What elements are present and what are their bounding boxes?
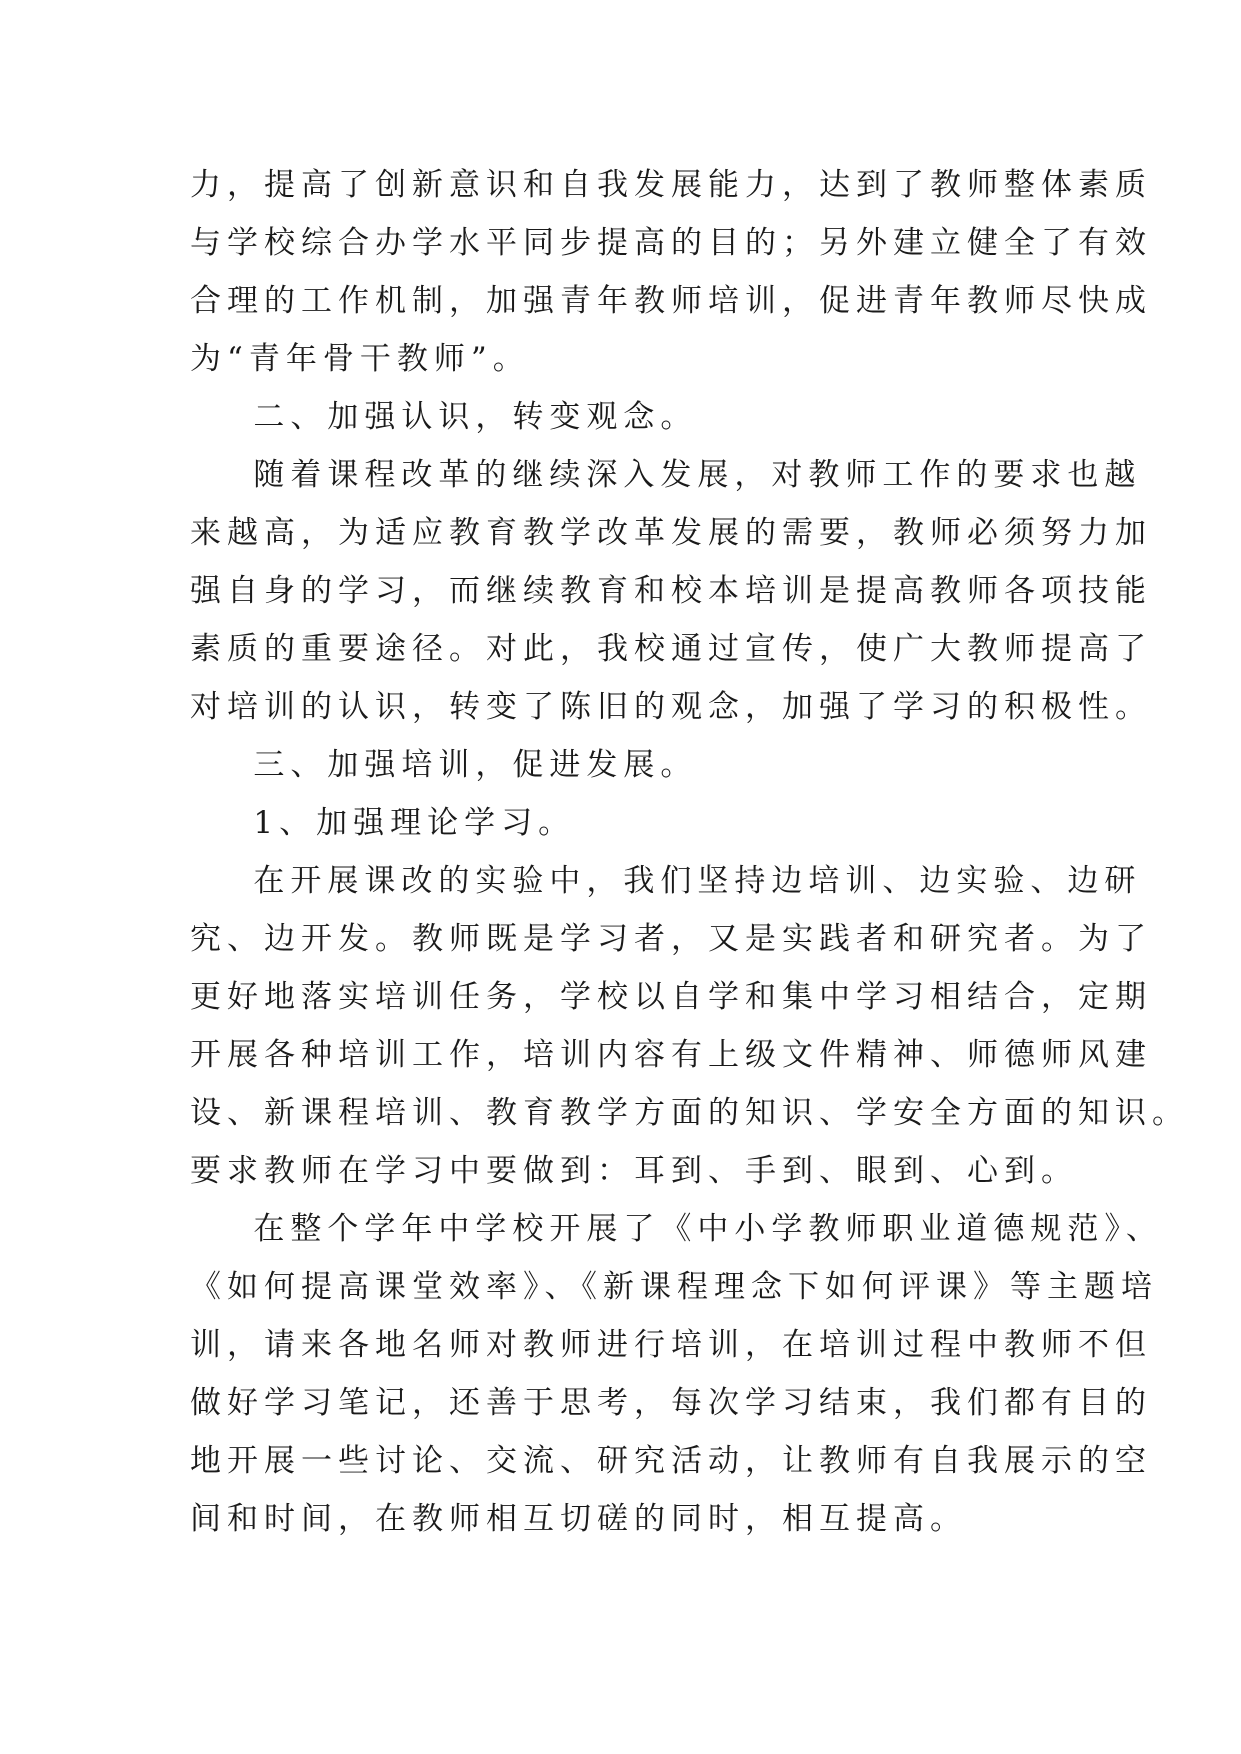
text-line: 间和时间，在教师相互切磋的同时，相互提高。 (190, 1501, 967, 1537)
document-body (190, 156, 1189, 1548)
text-line: 训，请来各地名师对教师进行培训，在培训过程中教师不但 (190, 1327, 1152, 1363)
text-line: 《如何提高课堂效率》、《新课程理念下如何评课》等主题培 (190, 1269, 1158, 1305)
subsection-heading: 1、加强理论学习。 (190, 805, 576, 841)
text-line: 对培训的认识，转变了陈旧的观念，加强了学习的积极性。 (190, 689, 1152, 725)
text-line: 更好地落实培训任务，学校以自学和集中学习相结合，定期 (190, 979, 1152, 1015)
text-line: 为“青年骨干教师”。 (190, 341, 530, 377)
text-line: 究、边开发。教师既是学习者，又是实践者和研究者。为了 (190, 921, 1152, 957)
text-line: 合理的工作机制，加强青年教师培训，促进青年教师尽快成 (190, 283, 1152, 319)
text-line: 设、新课程培训、教育教学方面的知识、学安全方面的知识。 (190, 1095, 1189, 1131)
text-line: 与学校综合办学水平同步提高的目的；另外建立健全了有效 (190, 225, 1152, 261)
text-line: 来越高，为适应教育教学改革发展的需要，教师必须努力加 (190, 515, 1152, 551)
text-line: 在开展课改的实验中，我们坚持边培训、边实验、边研 (190, 863, 1142, 899)
text-line: 力，提高了创新意识和自我发展能力，达到了教师整体素质 (190, 167, 1152, 203)
text-line: 素质的重要途径。对此，我校通过宣传，使广大教师提高了 (190, 631, 1152, 667)
text-line: 在整个学年中学校开展了《中小学教师职业道德规范》、 (190, 1211, 1163, 1247)
text-line: 地开展一些讨论、交流、研究活动，让教师有自我展示的空 (190, 1443, 1152, 1479)
text-line: 随着课程改革的继续深入发展，对教师工作的要求也越 (190, 457, 1142, 493)
text-line: 要求教师在学习中要做到：耳到、手到、眼到、心到。 (190, 1153, 1078, 1189)
text-line: 强自身的学习，而继续教育和校本培训是提高教师各项技能 (190, 573, 1152, 609)
text-line: 做好学习笔记，还善于思考，每次学习结束，我们都有目的 (190, 1385, 1152, 1421)
section-heading: 三、加强培训，促进发展。 (190, 747, 698, 783)
text-line: 开展各种培训工作，培训内容有上级文件精神、师德师风建 (190, 1037, 1152, 1073)
section-heading: 二、加强认识，转变观念。 (190, 399, 698, 435)
